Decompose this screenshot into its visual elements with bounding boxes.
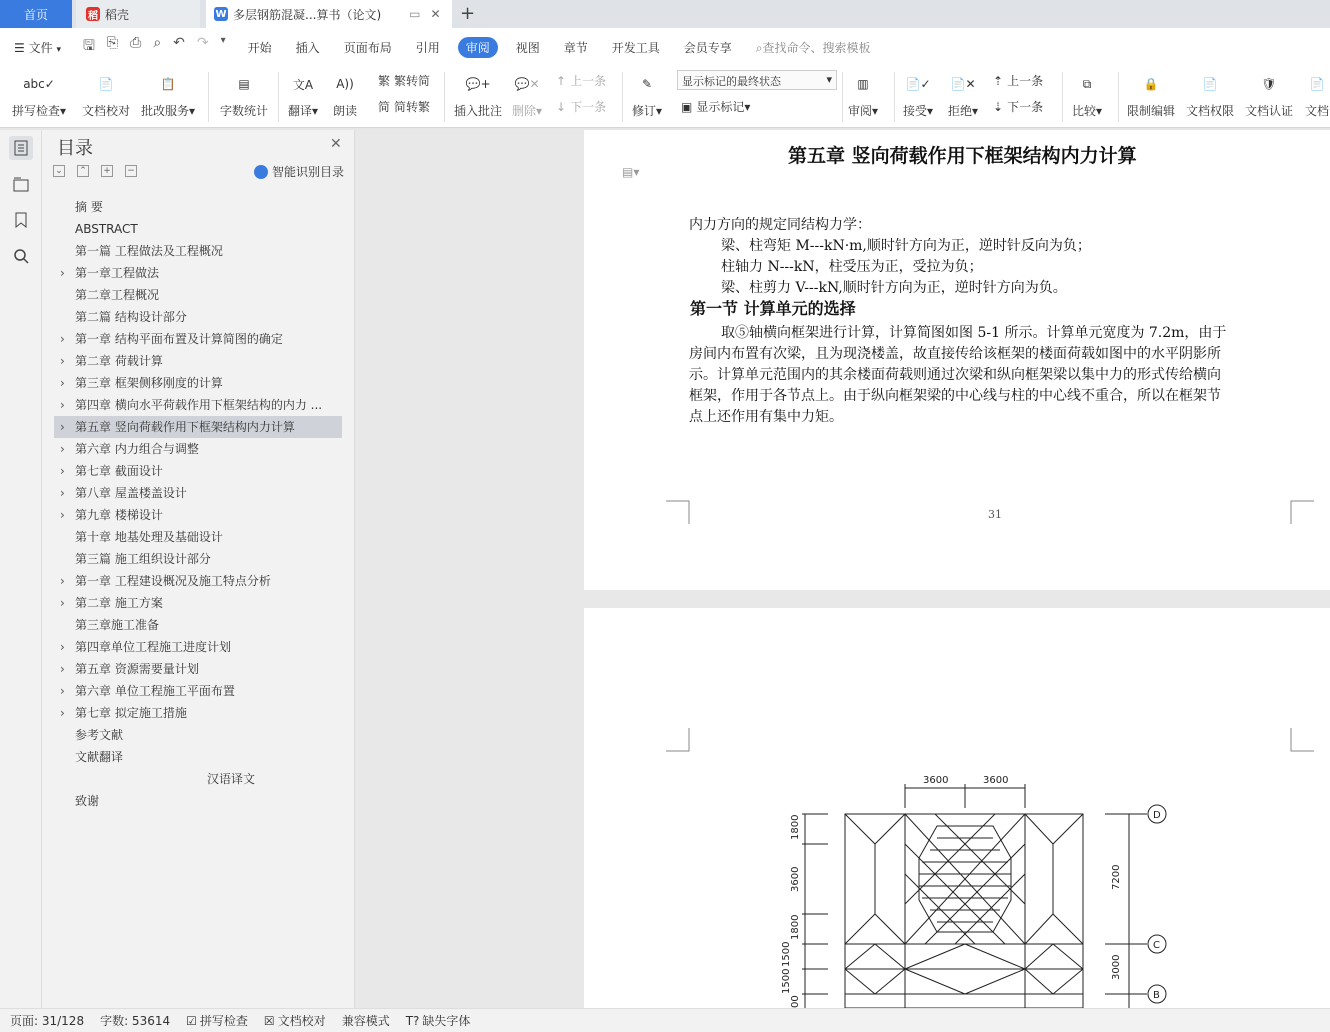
menu-member[interactable]: 会员专享 [683, 40, 732, 55]
save-icon[interactable]: 🖫 [82, 38, 95, 54]
quick-access-toolbar [73, 35, 236, 59]
collapse-all-icon[interactable]: ⌄ [53, 165, 65, 177]
chevron-right-icon[interactable]: › [60, 640, 65, 654]
lock-icon: 🔒 [1143, 77, 1159, 91]
expand-up-icon[interactable]: ⌃ [77, 165, 89, 177]
toc-item-label: 第五章 资源需要量计划 [75, 662, 199, 676]
next-comment-label: 下一条 [570, 100, 607, 114]
toc-item-label: ABSTRACT [75, 222, 138, 236]
undo-icon[interactable]: ↶ [173, 35, 185, 51]
search-icon: ⌕ [755, 40, 763, 55]
chapter-title: 第五章 竖向荷载作用下框架结构内力计算 [788, 145, 1137, 167]
track-changes-icon: ✎ [641, 77, 653, 91]
toc-title: 目录 [57, 138, 93, 159]
paragraph-line: 框架，作用于各节点上。由于纵向框架梁的中心线与柱的中心线不重合，所以在框架节 [689, 388, 1221, 404]
paragraph-line: 点上还作用有集中力矩。 [689, 409, 843, 425]
menu-section[interactable]: 章节 [563, 40, 588, 55]
moment-line: 梁、柱弯矩 M---kN·m,顺时针方向为正，逆时针反向为负； [721, 238, 1091, 254]
chapter-nav-icon[interactable] [9, 172, 33, 196]
nav-sidebar [0, 130, 42, 1008]
delete-comment-icon: 💬✕ [514, 77, 540, 91]
word-count-icon: ▤ [238, 77, 250, 91]
ai-icon [254, 165, 268, 179]
toc-item[interactable] [54, 350, 342, 372]
toc-item[interactable] [54, 416, 342, 438]
prev-change-label: 上一条 [1007, 74, 1044, 88]
toc-item-label: 参考文献 [75, 728, 124, 742]
menu-review[interactable]: 审阅 [458, 37, 498, 58]
next-change-button[interactable] [993, 98, 1043, 115]
redo-icon[interactable]: ↷ [196, 35, 209, 51]
spell-check-status-label: 拼写检查 [199, 1014, 248, 1028]
toc-item[interactable] [54, 570, 342, 592]
divider [1118, 72, 1119, 122]
spell-check-status[interactable] [186, 1012, 248, 1029]
accept-icon: 📄✓ [905, 77, 931, 91]
toc-item-label: 第三章 框架侧移刚度的计算 [75, 376, 223, 390]
toc-item[interactable] [54, 482, 342, 504]
batch-service-icon: 📋 [160, 77, 176, 91]
smart-toc-label: 智能识别目录 [272, 165, 345, 179]
next-change-label: 下一条 [1007, 100, 1044, 114]
missing-font-label: 缺失字体 [422, 1014, 471, 1028]
review-pane-icon: ▥ [857, 77, 869, 91]
review-pane-button[interactable]: ▥ 审阅▾ [848, 68, 878, 119]
toc-item-label: 汉语译文 [207, 772, 256, 786]
translate-button[interactable]: 文A 翻译▾ [288, 68, 318, 119]
toc-item-label: 第九章 楼梯设计 [75, 508, 163, 522]
toc-item[interactable] [54, 526, 342, 548]
missing-font-icon: T? [405, 1013, 420, 1028]
delete-comment-label: 删除 [512, 104, 537, 118]
word-count-button[interactable] [220, 68, 268, 119]
file-menu-label: 文件 [28, 40, 53, 55]
toc-item[interactable] [54, 548, 342, 570]
read-aloud-icon: A)) [336, 77, 354, 91]
chevron-right-icon[interactable]: › [60, 486, 65, 500]
spell-check-button[interactable]: abc✓ 拼写检查▾ [12, 68, 66, 119]
close-tab-icon[interactable]: ✕ [430, 7, 441, 21]
compare-icon: ⧉ [1082, 76, 1092, 91]
prev-comment-label: 上一条 [570, 74, 607, 88]
tab-bar [0, 0, 1330, 28]
proof-status-label: 文档校对 [277, 1014, 326, 1028]
chevron-right-icon[interactable]: › [60, 420, 65, 434]
t2s-icon: 繁 [378, 74, 391, 88]
prev-comment-button[interactable] [556, 72, 606, 89]
toc-item-label: 文献翻译 [75, 750, 124, 764]
close-icon[interactable]: ✕ [330, 136, 342, 152]
toc-item-label: 第一章 工程建设概况及施工特点分析 [75, 574, 271, 588]
dim-left: 1800 [790, 814, 801, 840]
command-search-placeholder: 查找命令、搜索模板 [762, 40, 871, 55]
toc-item[interactable] [54, 636, 342, 658]
divider [208, 72, 209, 122]
menu-insert[interactable]: 插入 [295, 40, 320, 55]
status-bar [0, 1008, 1330, 1032]
dim-right: 3000 [1111, 954, 1122, 980]
document-page [584, 130, 1330, 590]
toc-item-label: 第六章 单位工程施工平面布置 [75, 684, 235, 698]
window-icon[interactable]: ▭ [409, 7, 421, 21]
chevron-right-icon[interactable]: › [60, 574, 65, 588]
divider [622, 72, 623, 122]
chevron-right-icon[interactable]: › [60, 266, 65, 280]
tab-document[interactable] [206, 0, 452, 28]
batch-service-label: 批改服务 [141, 104, 190, 118]
word-count-label: 字数统计 [220, 104, 269, 118]
menu-reference[interactable]: 引用 [415, 40, 440, 55]
next-change-icon: ⇣ [993, 99, 1004, 114]
show-markup-label: 显示标记 [696, 100, 745, 114]
menu-bar [0, 28, 1330, 66]
divider [842, 72, 843, 122]
page-indicator[interactable] [10, 1012, 84, 1029]
chevron-right-icon[interactable]: › [60, 354, 65, 368]
insert-comment-icon: 💬+ [465, 77, 491, 91]
compat-mode[interactable] [342, 1012, 390, 1029]
spell-check-label: 拼写检查 [12, 104, 61, 118]
delete-comment-button[interactable]: 💬✕ 删除▾ [512, 68, 542, 119]
review-ribbon [0, 66, 1330, 128]
daoke-icon: 稻 [86, 7, 100, 21]
toc-item-label: 第二章 施工方案 [75, 596, 163, 610]
frame-drawing [774, 768, 1174, 1008]
toc-panel [42, 130, 355, 1008]
axis-label: D [1153, 810, 1161, 821]
read-aloud-button[interactable] [333, 68, 357, 119]
tab-document-label: 多层钢筋混凝...算书（论文) [233, 7, 382, 22]
t2s-label: 繁转简 [394, 74, 431, 88]
toc-item[interactable] [54, 394, 342, 416]
s2t-button[interactable] [378, 98, 430, 115]
toc-item[interactable] [54, 218, 342, 240]
preview-icon[interactable]: ⌕ [153, 35, 162, 51]
more-icon[interactable]: ▾ [220, 35, 226, 46]
toc-item-label: 第四章单位工程施工进度计划 [75, 640, 232, 654]
toc-icon[interactable] [9, 136, 33, 160]
toc-item[interactable] [54, 306, 342, 328]
word-count-status[interactable] [100, 1012, 170, 1029]
file-menu[interactable] [0, 39, 73, 56]
show-markup-icon: ▣ [681, 99, 693, 114]
doc-proof-icon: 📄 [98, 77, 114, 91]
doc-cert-label: 文档认证 [1245, 104, 1294, 118]
dim-left: 1800 [790, 914, 801, 940]
batch-service-button[interactable]: 📋 批改服务▾ [141, 68, 195, 119]
paragraph-line: 示。计算单元范围内的其余楼面荷载则通过次梁和纵向框架梁以集中力的形式传给横向 [689, 367, 1221, 383]
dim-top-right: 3600 [983, 775, 1009, 786]
toc-item-label: 第二章工程概况 [75, 288, 160, 302]
add-level-icon[interactable]: + [101, 165, 113, 177]
chevron-down-icon: ▾ [56, 44, 61, 55]
dim-top-left: 3600 [923, 775, 949, 786]
reject-button[interactable]: 📄✕ 拒绝▾ [948, 68, 978, 119]
toc-item-label: 第五章 竖向荷载作用下框架结构内力计算 [75, 420, 295, 434]
doc-permission-button[interactable] [1186, 68, 1234, 119]
show-markup-button[interactable]: ▣ 显示标记 ▾ [681, 99, 751, 114]
doc-permission-label: 文档权限 [1186, 104, 1235, 118]
doc-proof-label: 文档校对 [82, 104, 131, 118]
menu-view[interactable]: 视图 [515, 40, 540, 55]
smart-toc-button[interactable] [254, 163, 344, 180]
hamburger-icon: ☰ [14, 40, 25, 55]
paragraph-line: 房间内布置有次梁，且为现浇楼盖，故直接传给该框架的楼面荷载如图中的水平阴影所 [689, 346, 1221, 362]
menu-devtools[interactable]: 开发工具 [611, 40, 660, 55]
divider [894, 72, 895, 122]
paragraph-line: 取⑤轴横向框架进行计算，计算简图如图 5-1 所示。计算单元宽度为 7.2m，由于 [721, 325, 1227, 341]
doc-permission-icon: 📄 [1202, 77, 1218, 91]
word-count-status-label: 字数: 53614 [100, 1014, 171, 1028]
dim-left: 00 [790, 995, 801, 1008]
tab-home-label: 首页 [23, 7, 48, 22]
markup-state-select[interactable] [677, 70, 837, 90]
toc-item-label: 第一章工程做法 [75, 266, 160, 280]
toc-item-label: 第三章施工准备 [75, 618, 160, 632]
toc-item[interactable] [54, 724, 342, 746]
menu-layout[interactable]: 页面布局 [343, 40, 392, 55]
s2t-label: 简转繁 [394, 100, 431, 114]
toc-item[interactable] [54, 790, 342, 812]
dim-right: 7200 [1111, 864, 1122, 890]
chevron-right-icon[interactable]: › [60, 706, 65, 720]
chevron-down-icon: ▾ [826, 73, 832, 86]
toc-item[interactable] [54, 196, 342, 218]
chevron-right-icon[interactable]: › [60, 398, 65, 412]
crop-mark [1290, 500, 1314, 524]
spell-check-icon: abc✓ [23, 77, 55, 91]
command-search[interactable] [744, 39, 883, 56]
toc-item-label: 第三篇 施工组织设计部分 [75, 552, 211, 566]
toc-item[interactable] [54, 460, 342, 482]
tab-home[interactable] [0, 0, 72, 28]
crop-mark [666, 728, 690, 752]
dim-left: 3600 [790, 866, 801, 892]
doc-more-button[interactable] [1304, 68, 1330, 119]
toc-item[interactable] [54, 262, 342, 284]
toc-item-label: 第八章 屋盖楼盖设计 [75, 486, 187, 500]
export-icon[interactable]: ⎘ [106, 35, 119, 51]
menu-start[interactable]: 开始 [247, 40, 272, 55]
s2t-icon: 简 [378, 100, 391, 114]
insert-comment-button[interactable] [454, 68, 502, 119]
compare-button[interactable]: ⧉ 比较▾ [1072, 68, 1102, 119]
section-title: 第一节 计算单元的选择 [690, 299, 856, 318]
reject-icon: 📄✕ [950, 77, 976, 91]
chevron-right-icon[interactable]: › [60, 662, 65, 676]
divider [278, 72, 279, 122]
missing-font-status[interactable] [406, 1012, 471, 1029]
bookmark-icon[interactable] [9, 208, 33, 232]
dim-left: 1500 [781, 968, 792, 994]
accept-label: 接受 [903, 104, 928, 118]
page-number: 31 [988, 508, 1002, 521]
toc-item[interactable] [54, 768, 342, 790]
toc-item[interactable] [54, 438, 342, 460]
search-icon[interactable] [9, 244, 33, 268]
proof-status[interactable] [264, 1012, 326, 1029]
new-tab-icon[interactable]: + [460, 3, 476, 24]
toc-item-label: 第七章 拟定施工措施 [75, 706, 187, 720]
insert-comment-label: 插入批注 [454, 104, 503, 118]
toc-item-label: 摘 要 [75, 200, 103, 214]
page-options-icon[interactable]: ▤▾ [622, 165, 640, 179]
intro-line: 内力方向的规定同结构力学： [689, 217, 871, 233]
prev-comment-icon: ↑ [556, 73, 567, 88]
toc-item[interactable] [54, 658, 342, 680]
chevron-right-icon[interactable]: › [60, 376, 65, 390]
chevron-right-icon[interactable]: › [60, 332, 65, 346]
compare-label: 比较 [1072, 104, 1097, 118]
print-icon[interactable]: ⎙ [130, 35, 142, 51]
t2s-button[interactable] [378, 72, 430, 89]
next-comment-icon: ↓ [556, 99, 567, 114]
chevron-right-icon[interactable]: › [60, 464, 65, 478]
divider [1062, 72, 1063, 122]
tab-daoke[interactable] [76, 0, 200, 28]
shear-line: 梁、柱剪力 V---kN,顺时针方向为正，逆时针方向为负。 [721, 280, 1067, 296]
accept-button[interactable]: 📄✓ 接受▾ [903, 68, 933, 119]
toc-list [54, 196, 342, 812]
doc-more-icon: 📄 [1309, 77, 1325, 91]
checkbox-x-icon: ☒ [263, 1013, 275, 1028]
wps-writer-icon: W [215, 8, 227, 20]
toc-item[interactable] [54, 614, 342, 636]
doc-proof-button[interactable] [82, 68, 130, 119]
next-comment-button[interactable] [556, 98, 606, 115]
crop-mark [666, 500, 690, 524]
toc-item[interactable] [54, 328, 342, 350]
reject-label: 拒绝 [948, 104, 973, 118]
axial-line: 柱轴力 N---kN，柱受压为正，受拉为负； [721, 259, 983, 275]
tab-daoke-label: 稻壳 [105, 7, 130, 22]
restrict-edit-button[interactable] [1127, 68, 1175, 119]
toc-item[interactable] [54, 592, 342, 614]
remove-level-icon[interactable]: − [125, 165, 137, 177]
toc-item-label: 致谢 [75, 794, 100, 808]
toc-item-label: 第二章 荷载计算 [75, 354, 163, 368]
markup-state-value: 显示标记的最终状态 [682, 75, 781, 88]
checkbox-icon: ☑ [186, 1013, 197, 1028]
dim-left: 1500 [781, 941, 792, 967]
translate-label: 翻译 [288, 104, 313, 118]
toc-item-label: 第六章 内力组合与调整 [75, 442, 199, 456]
toc-item[interactable] [54, 702, 342, 724]
toc-item-label: 第四章 横向水平荷载作用下框架结构的内力 ... [75, 398, 323, 412]
toc-item-label: 第一篇 工程做法及工程概况 [75, 244, 223, 258]
toc-item[interactable] [54, 284, 342, 306]
track-changes-button[interactable]: ✎ 修订▾ [632, 68, 662, 119]
doc-more-label: 文档 [1304, 104, 1329, 118]
crop-mark [1290, 728, 1314, 752]
chevron-right-icon[interactable]: › [60, 508, 65, 522]
chevron-right-icon[interactable]: › [60, 684, 65, 698]
divider [444, 72, 445, 122]
compat-mode-label: 兼容模式 [341, 1014, 390, 1028]
page-indicator-label: 页面: 31/128 [10, 1014, 85, 1028]
review-pane-label: 审阅 [848, 104, 873, 118]
toc-item-label: 第十章 地基处理及基础设计 [75, 530, 223, 544]
chevron-right-icon[interactable]: › [60, 442, 65, 456]
toc-item-label: 第七章 截面设计 [75, 464, 163, 478]
prev-change-icon: ⇡ [993, 73, 1004, 88]
toc-item-label: 第二篇 结构设计部分 [75, 310, 187, 324]
chevron-right-icon[interactable]: › [60, 596, 65, 610]
toc-item[interactable] [54, 746, 342, 768]
toc-item[interactable] [54, 504, 342, 526]
toc-item-label: 第一章 结构平面布置及计算简图的确定 [75, 332, 283, 346]
toc-item[interactable] [54, 372, 342, 394]
axis-label: B [1153, 990, 1160, 1001]
read-aloud-label: 朗读 [333, 104, 358, 118]
toc-item[interactable] [54, 680, 342, 702]
track-changes-label: 修订 [632, 104, 657, 118]
axis-label: C [1153, 940, 1160, 951]
doc-cert-button[interactable] [1245, 68, 1293, 119]
document-page [584, 608, 1330, 1008]
restrict-edit-label: 限制编辑 [1127, 104, 1176, 118]
translate-icon: 文A [292, 77, 314, 92]
shield-icon: 🛡 [1261, 77, 1277, 91]
prev-change-button[interactable] [993, 72, 1043, 89]
toc-item[interactable] [54, 240, 342, 262]
